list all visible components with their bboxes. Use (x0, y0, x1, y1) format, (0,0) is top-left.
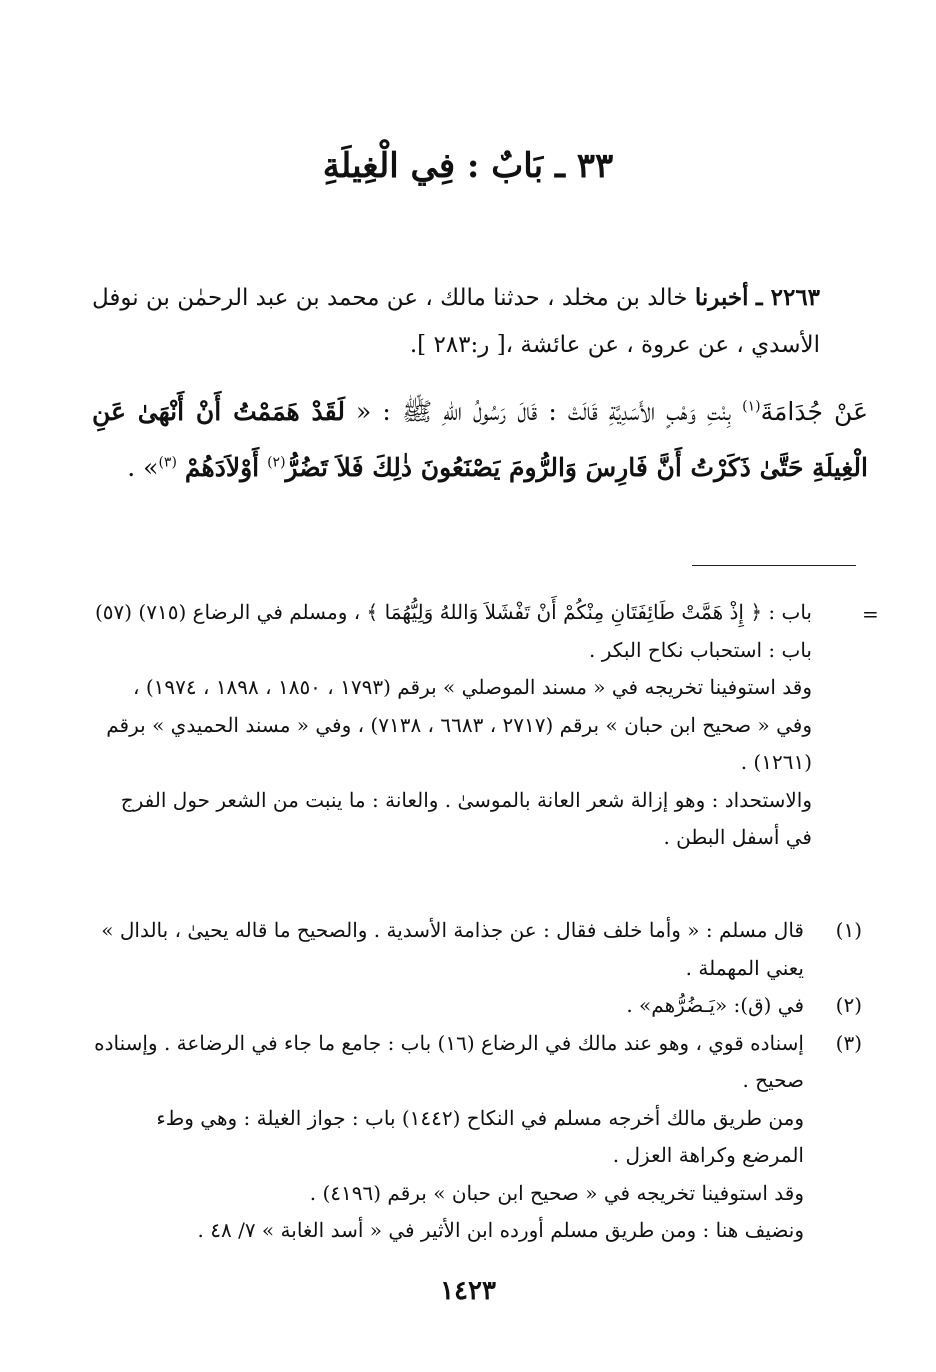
hadith-isnad (92, 274, 820, 369)
hadith-text (92, 384, 868, 496)
footnote-text: إسناده قوي ، وهو عند مالك في الرضاع (١٦) باب : جامع ما جاء في الرضاعة . وإسناده صحيح . (94, 1030, 804, 1092)
hadith-closing: » . (127, 453, 159, 482)
continued-note-line: والاستحداد : وهو إزالة شعر العانة بالموسىٰ . والعانة : ما ينبت من الشعر حول الفرج في أسفل البطن . (120, 787, 812, 849)
hadith-number: ٢٢٦٣ ـ (755, 284, 821, 311)
footnote-3 (92, 1025, 862, 1250)
akhbarana-word: أخبرنا (694, 284, 749, 311)
footnote-number: (١) (835, 918, 862, 942)
footnotes (92, 912, 862, 1250)
footnote-2 (92, 987, 862, 1025)
hadith-narrator: عَنْ جُدَامَةَ (760, 397, 868, 426)
continuation-mark: = (862, 602, 879, 626)
footnote-number: (٢) (835, 993, 862, 1017)
hadith-quote: لَقَدْ هَمَمْتُ أَنْ أَنْهَىٰ عَنِ الْغِيلَةِ حَتَّىٰ ذَكَرْتُ أَنَّ فَارِسَ وَالرُّومَ يَصْنَعُونَ ذٰلِكَ فَلاَ تَضُرُّ (92, 397, 868, 482)
footnote-ref-2: (٢) (267, 454, 286, 471)
footnote-separator (692, 565, 856, 566)
footnote-text: وقد استوفينا تخريجه في « صحيح ابن حبان » برقم (٤١٩٦) . (309, 1180, 804, 1205)
continued-note-line: وقد استوفينا تخريجه في « مسند الموصلي » برقم (١٧٩٣ ، ١٨٥٠ ، ١٨٩٨ ، ١٩٧٤) ، وفي « صحيح ابن حبان » برقم (٢٧١٧ ، ٦٦٨٣ ، ٧١٣٨) ، وفي « مسند الحميدي » برقم (١٢٦١) . (106, 675, 812, 774)
isnad-chain: خالد بن مخلد ، حدثنا مالك ، عن محمد بن عبد الرحمٰن بن نوفل الأسدي ، عن عروة ، عن عائشة ،[ ر:٢٨٣ ]. (92, 285, 820, 358)
chapter-title: ٣٣ ـ بَابٌ : فِي الْغِيلَةِ (322, 146, 614, 186)
footnote-1 (92, 912, 862, 987)
continued-note-line: باب : ﴿ إِذْ هَمَّتْ طَائِفَتَانِ مِنْكُمْ أَنْ تَفْشَلاَ وَاللهُ وَلِيُّهُمَا ﴾ ، ومسلم في الرضاع (٧١٥) (٥٧) باب : استحباب نكاح البكر . (94, 600, 812, 662)
page-number: ١٤٢٣ (440, 1276, 496, 1306)
footnote-number: (٣) (835, 1030, 862, 1055)
footnote-text: ومن طريق مالك أخرجه مسلم في النكاح (١٤٤٢) باب : جواز الغيلة : وهي وطء المرضع وكراهة العزل . (156, 1105, 804, 1167)
footnote-text: في (ق): «يَـضُرُّهم» . (626, 993, 804, 1017)
footnote-ref-1: (١) (742, 398, 761, 415)
footnote-text: ونضيف هنا : ومن طريق مسلم أورده ابن الأثير في « أسد الغابة » ٧/ ٤٨ . (197, 1218, 804, 1242)
footnote-ref-3: (٣) (158, 454, 177, 471)
continued-notes (92, 594, 812, 857)
hadith-quote-end: أَوْلاَدَهُمْ (184, 453, 260, 482)
hadith-intro: بِنْتِ وَهْبٍ الأَسَدِيَّةِ قَالَتْ : قَالَ رَسُولُ اللهِ ﷺ : « (356, 397, 732, 426)
footnote-text: قال مسلم : « وأما خلف فقال : عن جذامة الأسدية . والصحيح ما قاله يحيىٰ ، بالدال » يعني المهملة . (101, 918, 804, 980)
